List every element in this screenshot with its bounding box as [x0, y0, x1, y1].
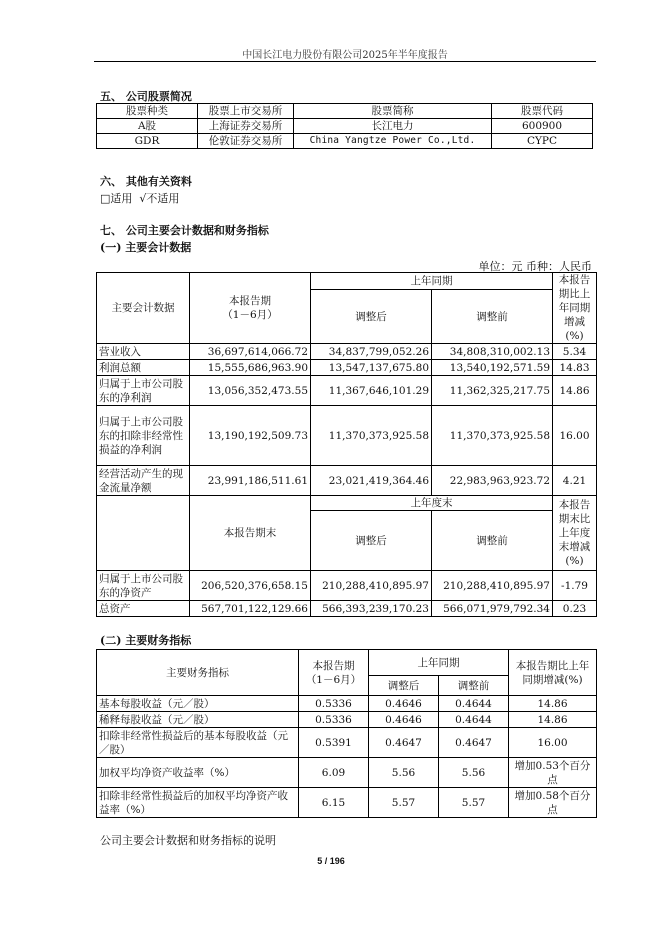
- col-header: 调整前: [432, 290, 553, 344]
- report-header: 中国长江电力股份有限公司2025年半年度报告: [242, 50, 448, 61]
- cell: 567,701,122,129.66: [190, 601, 311, 617]
- row-label: 归属于上市公司股东的净资产: [97, 571, 190, 601]
- col-header: 主要财务指标: [97, 650, 299, 696]
- col-header: 调整后: [311, 290, 432, 344]
- row-label: 归属于上市公司股东的扣除非经常性损益的净利润: [97, 406, 190, 466]
- row-label: 总资产: [97, 601, 190, 617]
- cell: CYPC: [492, 134, 593, 149]
- col-header: 本报告期 （1－6月）: [299, 650, 369, 696]
- table-row: [97, 728, 597, 758]
- cell: 6.09: [299, 758, 369, 788]
- cell: 210,288,410,895.97: [432, 571, 553, 601]
- cell: 5.56: [439, 758, 509, 788]
- cell: 23,991,186,511.61: [190, 466, 311, 496]
- cell: 上海证券交易所: [198, 119, 294, 134]
- applicable-option: □适用: [100, 192, 133, 205]
- cell: 566,393,239,170.23: [311, 601, 432, 617]
- row-label: 加权平均净资产收益率（%）: [97, 758, 299, 788]
- accounting-data-table: [96, 272, 597, 617]
- cell: -1.79: [553, 571, 597, 601]
- cell: 23,021,419,364.46: [311, 466, 432, 496]
- col-header: 调整后: [311, 511, 432, 571]
- cell: 长江电力: [294, 119, 492, 134]
- col-header: 本报告期末: [190, 496, 311, 571]
- financial-indicators-table: [96, 649, 597, 818]
- cell: 14.86: [553, 376, 597, 406]
- col-header: 本报告期 （1－6月）: [190, 273, 311, 344]
- row-label: 归属于上市公司股东的净利润: [97, 376, 190, 406]
- cell: 伦敦证券交易所: [198, 134, 294, 149]
- cell: 0.4646: [369, 696, 439, 712]
- not-applicable-option: √不适用: [139, 192, 180, 205]
- unit-label: 单位：元 币种：人民币: [478, 260, 592, 273]
- table-row: [97, 758, 597, 788]
- cell: 13,540,192,571.59: [432, 360, 553, 376]
- col-header: 主要会计数据: [97, 273, 190, 344]
- cell: 206,520,376,658.15: [190, 571, 311, 601]
- cell: 13,056,352,473.55: [190, 376, 311, 406]
- col-header: 调整前: [439, 676, 509, 696]
- cell: 11,367,646,101.29: [311, 376, 432, 406]
- cell: 16.00: [509, 728, 597, 758]
- col-header: 股票上市交易所: [198, 104, 294, 119]
- section5-title: 五、 公司股票简况: [100, 90, 192, 103]
- cell: 15,555,686,963.90: [190, 360, 311, 376]
- sub1-title: (一) 主要会计数据: [100, 241, 192, 254]
- cell: A股: [97, 119, 198, 134]
- table-row: [97, 466, 597, 496]
- cell: 0.4644: [439, 712, 509, 728]
- cell: 566,071,979,792.34: [432, 601, 553, 617]
- cell: 6.15: [299, 788, 369, 818]
- cell: 13,547,137,675.80: [311, 360, 432, 376]
- col-header: 股票代码: [492, 104, 593, 119]
- col-header: 上年度末: [311, 496, 553, 511]
- section6-title: 六、 其他有关资料: [100, 175, 192, 188]
- col-header: 本报告期比上年同期增减(%): [553, 273, 597, 344]
- cell: 36,697,614,066.72: [190, 344, 311, 360]
- table-row: [97, 119, 593, 134]
- table-row: [97, 712, 597, 728]
- col-header: 上年同期: [369, 650, 509, 676]
- table-header-row: [97, 273, 597, 290]
- table-row: [97, 601, 597, 617]
- sub2-title: (二) 主要财务指标: [100, 634, 192, 647]
- cell: 5.57: [369, 788, 439, 818]
- note-text: 公司主要会计数据和财务指标的说明: [100, 834, 276, 847]
- table-row: [97, 696, 597, 712]
- table-header-row: [97, 104, 593, 119]
- table-row: [97, 360, 597, 376]
- cell: 5.56: [369, 758, 439, 788]
- cell: 5.57: [439, 788, 509, 818]
- col-header: 本报告期末比上年度末增减(%): [553, 496, 597, 571]
- row-label: 扣除非经常性损益后的加权平均净资产收益率（%）: [97, 788, 299, 818]
- cell: 600900: [492, 119, 593, 134]
- cell: 13,190,192,509.73: [190, 406, 311, 466]
- table-row: [97, 571, 597, 601]
- col-header: 股票种类: [97, 104, 198, 119]
- table-row: [97, 788, 597, 818]
- table-header-row: [97, 650, 597, 676]
- cell: GDR: [97, 134, 198, 149]
- cell: 增加0.53个百分点: [509, 758, 597, 788]
- row-label: 营业收入: [97, 344, 190, 360]
- cell: 14.86: [509, 696, 597, 712]
- table-row: [97, 134, 593, 149]
- cell: 34,808,310,002.13: [432, 344, 553, 360]
- cell: 11,370,373,925.58: [311, 406, 432, 466]
- header-divider: [94, 61, 596, 62]
- row-label: 扣除非经常性损益后的基本每股收益（元／股）: [97, 728, 299, 758]
- table-row: [97, 406, 597, 466]
- applicability-options: [100, 190, 179, 206]
- cell: 5.34: [553, 344, 597, 360]
- cell: 0.5336: [299, 712, 369, 728]
- cell: 14.86: [509, 712, 597, 728]
- col-header: 股票简称: [294, 104, 492, 119]
- col-header: 调整前: [432, 511, 553, 571]
- cell: 16.00: [553, 406, 597, 466]
- row-label: 稀释每股收益（元／股）: [97, 712, 299, 728]
- cell: 34,837,799,052.26: [311, 344, 432, 360]
- col-header: 本报告期比上年同期增减(%): [509, 650, 597, 696]
- row-label: 基本每股收益（元／股）: [97, 696, 299, 712]
- stock-table: [96, 103, 593, 149]
- table-header-row: [97, 496, 597, 511]
- cell: 4.21: [553, 466, 597, 496]
- section7-title: 七、 公司主要会计数据和财务指标: [100, 224, 269, 237]
- cell: 11,370,373,925.58: [432, 406, 553, 466]
- cell: 0.4644: [439, 696, 509, 712]
- cell: China Yangtze Power Co.,Ltd.: [294, 134, 492, 149]
- table-row: [97, 344, 597, 360]
- cell: 增加0.58个百分点: [509, 788, 597, 818]
- cell: 0.4646: [369, 712, 439, 728]
- table-row: [97, 376, 597, 406]
- page-number: 5 / 196: [317, 856, 345, 866]
- cell: 11,362,325,217.75: [432, 376, 553, 406]
- col-header: 调整后: [369, 676, 439, 696]
- cell: 210,288,410,895.97: [311, 571, 432, 601]
- cell: 0.5391: [299, 728, 369, 758]
- cell: 0.5336: [299, 696, 369, 712]
- cell: 0.4647: [439, 728, 509, 758]
- cell: 0.23: [553, 601, 597, 617]
- row-label: 利润总额: [97, 360, 190, 376]
- cell: 14.83: [553, 360, 597, 376]
- col-header: 上年同期: [311, 273, 553, 290]
- empty-cell: [97, 496, 190, 571]
- cell: 0.4647: [369, 728, 439, 758]
- cell: 22,983,963,923.72: [432, 466, 553, 496]
- row-label: 经营活动产生的现金流量净额: [97, 466, 190, 496]
